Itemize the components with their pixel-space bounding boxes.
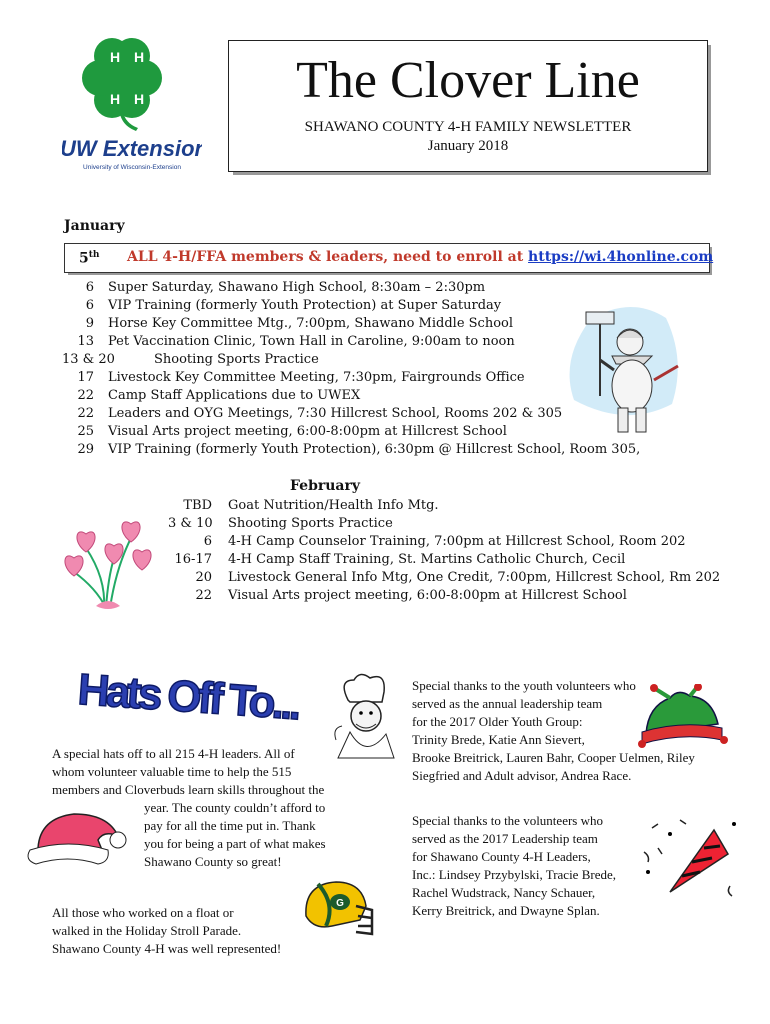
chef-clipart [330, 670, 400, 765]
event-text: Shooting Sports Practice [228, 516, 393, 531]
event-text: Horse Key Committee Mtg., 7:00pm, Shawano Middle School [108, 316, 514, 331]
text-line: Shawano County 4-H was well represented! [52, 941, 282, 956]
event-text: Leaders and OYG Meetings, 7:30 Hillcrest School, Rooms 202 & 305 [108, 406, 563, 421]
event-text: Shooting Sports Practice [154, 352, 319, 367]
event-day: 20 [195, 570, 212, 585]
text-line: Brooke Breitrick, Lauren Bahr, Cooper Uelmen, Riley [412, 750, 695, 765]
svg-text:H: H [133, 91, 145, 107]
event-text: 4-H Camp Staff Training, St. Martins Catholic Church, Cecil [228, 552, 626, 567]
newsletter-subtitle: SHAWANO COUNTY 4-H FAMILY NEWSLETTER [304, 119, 632, 135]
event-day: 22 [77, 406, 94, 421]
text-line: A special hats off to all 215 4-H leaders. All of [52, 746, 295, 761]
text-line: served as the 2017 Leadership team [412, 831, 598, 846]
party-popper-clipart [640, 812, 740, 907]
text-line: Siegfried and Adult advisor, Andrea Race. [412, 768, 632, 783]
text-line: Shawano County so great! [144, 854, 282, 869]
hats-off-title [74, 658, 314, 733]
event-day: 3 & 10 [168, 516, 213, 531]
masthead [228, 40, 708, 172]
text-line: walked in the Holiday Stroll Parade. [52, 923, 242, 938]
jester-hat-clipart [632, 684, 732, 759]
event-day: TBD [183, 498, 212, 513]
enroll-day: 5th [79, 250, 100, 267]
text-line: you for being a part of what makes [144, 836, 326, 851]
svg-text:H: H [109, 91, 121, 107]
text-line: pay for all the time put in. Thank [144, 818, 316, 833]
enroll-notice [64, 243, 714, 273]
text-line: members and Cloverbuds learn skills throughout the [52, 782, 325, 797]
text-line: Kerry Breitrick, and Dwayne Splan. [412, 903, 600, 918]
newsletter-title: The Clover Line [296, 52, 640, 109]
santa-hat-clipart [18, 800, 128, 875]
event-day: 22 [195, 588, 212, 603]
issue-date: January 2018 [427, 138, 509, 154]
text-line: Trinity Brede, Katie Ann Sievert, [412, 732, 585, 747]
event-text: Camp Staff Applications due to UWEX [108, 388, 361, 403]
4h-extension-logo [62, 28, 202, 178]
text-line: Special thanks to the youth volunteers who [412, 678, 636, 693]
text-line: for Shawano County 4-H Leaders, [412, 849, 591, 864]
text-line: Special thanks to the volunteers who [412, 813, 603, 828]
event-text: 4-H Camp Counselor Training, 7:00pm at Hillcrest School, Room 202 [228, 534, 686, 549]
text-line: Rachel Wudstrack, Nancy Schauer, [412, 885, 596, 900]
snowman-clipart [560, 300, 690, 455]
event-day: 29 [77, 442, 94, 457]
event-text: Visual Arts project meeting, 6:00-8:00pm at Hillcrest School [228, 588, 627, 603]
svg-text:University of Wisconsin-Extens: University of Wisconsin-Extension [83, 164, 181, 171]
clover-icon [62, 28, 202, 178]
event-text: VIP Training (formerly Youth Protection), 6:30pm @ Hillcrest School, Room 305, [108, 442, 641, 457]
hearts-clipart [56, 508, 166, 623]
event-text: Livestock Key Committee Meeting, 7:30pm, Fairgrounds Office [108, 370, 525, 385]
text-line: year. The county couldn’t afford to [144, 800, 326, 815]
text-line: whom volunteer valuable time to help the 515 [52, 764, 292, 779]
text-line: All those who worked on a float or [52, 905, 234, 920]
svg-text:H: H [109, 49, 121, 65]
event-text: Livestock General Info Mtg, One Credit, 7:00pm, Hillcrest School, Rm 202 [228, 570, 721, 585]
event-day: 13 & 20 [62, 352, 115, 367]
text-line: for the 2017 Older Youth Group: [412, 714, 583, 729]
event-text: Super Saturday, Shawano High School, 8:30am – 2:30pm [108, 280, 486, 295]
svg-text:Hats Off To...: Hats Off To... [76, 664, 304, 728]
football-helmet-clipart [296, 876, 376, 947]
svg-text:UW Extension: UW Extension [62, 136, 202, 161]
enroll-link[interactable]: https://wi.4honline.com [528, 249, 714, 265]
enroll-text: ALL 4-H/FFA members & leaders, need to enroll at https://wi.4honline.com [127, 249, 714, 265]
event-day: 22 [77, 388, 94, 403]
february-heading: February [290, 478, 361, 494]
event-text: Goat Nutrition/Health Info Mtg. [228, 498, 439, 513]
event-day: 13 [77, 334, 94, 349]
text-line: served as the annual leadership team [412, 696, 603, 711]
event-day: 16-17 [174, 552, 212, 567]
event-day: 17 [77, 370, 94, 385]
event-day: 6 [85, 298, 94, 313]
event-text: Pet Vaccination Clinic, Town Hall in Caroline, 9:00am to noon [108, 334, 515, 349]
svg-text:H: H [133, 49, 145, 65]
text-line: Inc.: Lindsey Przybylski, Tracie Brede, [412, 867, 616, 882]
event-text: VIP Training (formerly Youth Protection) at Super Saturday [108, 298, 502, 313]
event-day: 9 [85, 316, 94, 331]
event-day: 6 [203, 534, 212, 549]
event-day: 6 [85, 280, 94, 295]
event-text: Visual Arts project meeting, 6:00-8:00pm at Hillcrest School [108, 424, 507, 439]
svg-text:G: G [336, 898, 344, 909]
january-heading: January [64, 218, 125, 234]
event-day: 25 [77, 424, 94, 439]
